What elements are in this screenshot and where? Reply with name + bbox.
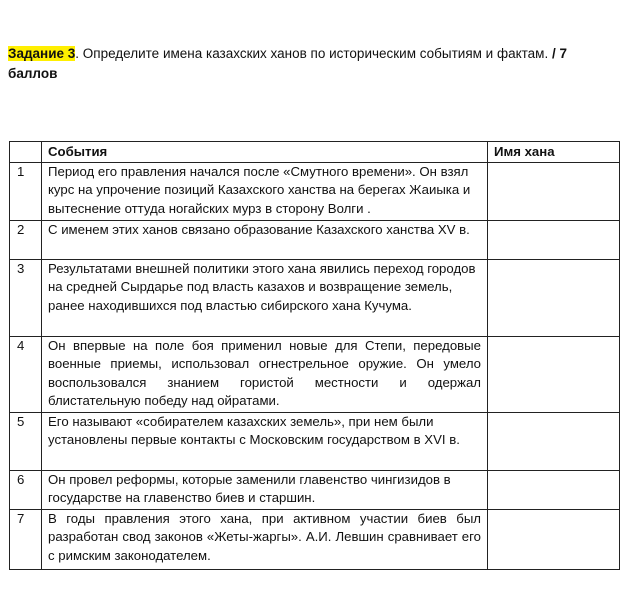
row-number: 5 (10, 412, 42, 470)
events-table (9, 141, 620, 570)
event-text: Он провел реформы, которые заменили главенство чингизидов в государстве на главенство биев и старшин. (42, 470, 488, 509)
task-score: / 7 баллов (8, 46, 567, 81)
event-text: Период его правления начался после «Смутного времени». Он взял курс на упрочение позиций Казахского ханства на берегах Жаиыка и вытеснение оттуда ногайских мурз в сторону Волги . (42, 162, 488, 220)
task-heading (8, 44, 608, 84)
khan-name-cell[interactable] (488, 470, 620, 509)
header-khan-name: Имя хана (488, 142, 620, 163)
row-number: 2 (10, 220, 42, 259)
event-text: С именем этих ханов связано образование Казахского ханства XV в. (42, 220, 488, 259)
row-number: 1 (10, 162, 42, 220)
table-row (10, 162, 620, 220)
table-header-row (10, 142, 620, 163)
table-row (10, 412, 620, 470)
event-text: Его называют «собирателем казахских земель», при нем были установлены первые контакты с Московским государством в XVI в. (42, 412, 488, 470)
table-row (10, 336, 620, 412)
header-events: События (42, 142, 488, 163)
event-text: Он впервые на поле боя применил новые для Степи, передовые военные приемы, использовал огнестрельное оружие. Он умело воспользовался знанием гористой местности и одержал блистательную победу над ойратами. (42, 336, 488, 412)
row-number: 3 (10, 259, 42, 336)
khan-name-cell[interactable] (488, 336, 620, 412)
khan-name-cell[interactable] (488, 220, 620, 259)
table-row (10, 259, 620, 336)
table-row (10, 509, 620, 569)
row-number: 6 (10, 470, 42, 509)
khan-name-cell[interactable] (488, 412, 620, 470)
header-number (10, 142, 42, 163)
event-text: Результатами внешней политики этого хана явились переход городов на средней Сырдарье под власть казахов и возвращение земель, ранее находившихся под властью сибирского хана Кучума. (42, 259, 488, 336)
task-text: . Определите имена казахских ханов по историческим событиям и фактам. (75, 46, 552, 61)
event-text: В годы правления этого хана, при активном участии биев был разработан свод законов «Жеты-жаргы». А.И. Левшин сравнивает его с римским законодателем. (42, 509, 488, 569)
row-number: 4 (10, 336, 42, 412)
khan-name-cell[interactable] (488, 509, 620, 569)
khan-name-cell[interactable] (488, 162, 620, 220)
table-row (10, 470, 620, 509)
khan-name-cell[interactable] (488, 259, 620, 336)
row-number: 7 (10, 509, 42, 569)
table-row (10, 220, 620, 259)
task-label: Задание 3 (8, 46, 76, 61)
